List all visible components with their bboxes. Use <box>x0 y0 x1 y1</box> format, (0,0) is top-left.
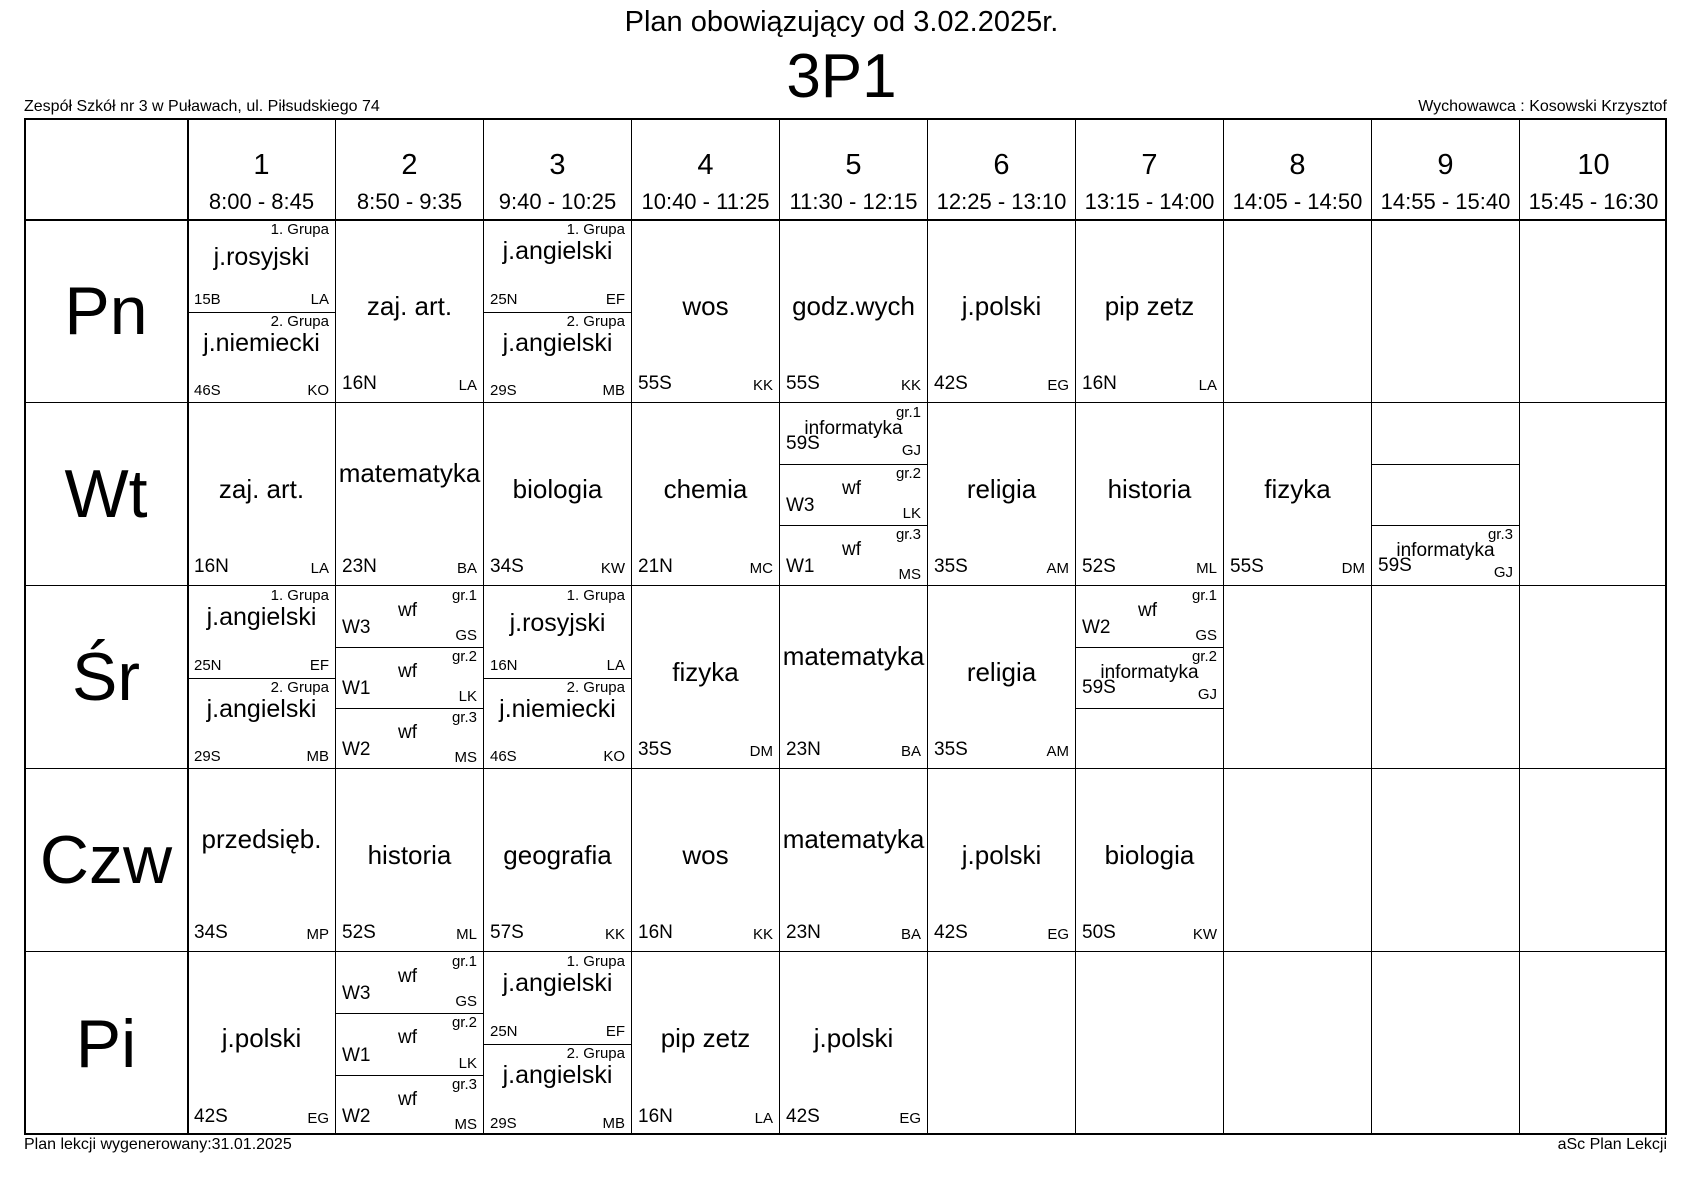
group-room: 29S <box>490 1115 517 1132</box>
lesson-cell <box>1371 585 1519 768</box>
day-column-divider <box>187 118 189 1135</box>
lesson-subject: pip zetz <box>660 1023 751 1053</box>
group-label: gr.2 <box>451 1014 477 1032</box>
lesson-cell <box>1371 402 1519 585</box>
group-subject: wf <box>398 661 417 682</box>
lesson-subject: matematyka <box>782 823 925 854</box>
period-number: 1 <box>253 149 270 181</box>
period-number: 9 <box>1437 149 1454 181</box>
group-subject: wf <box>398 1088 417 1110</box>
period-number: 6 <box>993 149 1010 181</box>
group-subject: informatyka <box>1100 662 1199 683</box>
group-teacher: GJ <box>1493 564 1513 581</box>
day-label-sr: Śr <box>24 585 187 768</box>
lesson-room: 23N <box>786 922 821 943</box>
period-header-5 <box>779 118 927 219</box>
period-time: 14:05 - 14:50 <box>1232 189 1363 214</box>
group-room: 59S <box>1082 677 1116 698</box>
lesson-cell <box>927 951 1075 1135</box>
lesson-room: 35S <box>934 739 968 760</box>
group-room: W3 <box>342 983 371 1005</box>
lesson-subject: historia <box>1107 473 1192 504</box>
lesson-cell <box>1075 402 1223 585</box>
period-number: 7 <box>1141 149 1158 181</box>
lesson-cell <box>1519 219 1667 402</box>
group-teacher: LK <box>458 688 477 705</box>
lesson-cell <box>631 219 779 402</box>
lesson-room: 55S <box>638 373 672 394</box>
group-room: 46S <box>490 748 517 765</box>
period-number: 3 <box>549 149 566 181</box>
lesson-teacher: BA <box>900 926 921 943</box>
lesson-cell <box>1075 768 1223 951</box>
lesson-teacher: KW <box>600 560 625 577</box>
period-number: 10 <box>1577 149 1610 181</box>
lesson-subject: geografia <box>503 839 612 870</box>
lesson-cell <box>1223 219 1371 402</box>
lesson-teacher: LA <box>310 560 329 577</box>
group-room: 15B <box>194 290 221 308</box>
lesson-room: 55S <box>1230 556 1264 577</box>
group-room: W3 <box>342 617 371 638</box>
lesson-subject: zaj. art. <box>366 290 453 321</box>
lesson-teacher: BA <box>456 560 477 577</box>
period-header-8 <box>1223 118 1371 219</box>
lesson-subject: biologia <box>512 473 603 504</box>
lesson-teacher: EG <box>1047 377 1069 394</box>
lesson-cell <box>631 402 779 585</box>
period-number: 2 <box>401 149 418 181</box>
lesson-cell <box>631 951 779 1135</box>
group-teacher: MB <box>602 382 625 399</box>
period-time: 8:50 - 9:35 <box>356 189 463 214</box>
group-teacher: MB <box>602 1115 625 1132</box>
lesson-cell <box>187 402 335 585</box>
lesson-cell <box>1223 402 1371 585</box>
period-time: 12:25 - 13:10 <box>936 189 1067 214</box>
lesson-room: 52S <box>1082 556 1116 577</box>
group-label: 1. Grupa <box>566 587 625 604</box>
lesson-subject: godz.wych <box>792 290 915 321</box>
header-corner <box>24 118 187 219</box>
lesson-teacher: ML <box>456 926 477 943</box>
lesson-subject: przedsięb. <box>201 823 322 854</box>
lesson-room: 16N <box>638 1106 673 1127</box>
group-teacher: GJ <box>901 442 921 459</box>
group-subject: informatyka <box>1396 540 1495 561</box>
lesson-cell <box>1371 951 1519 1135</box>
lesson-subject: religia <box>966 656 1037 687</box>
lesson-cell <box>779 402 927 585</box>
lesson-teacher: LA <box>754 1110 773 1127</box>
lesson-teacher: BA <box>900 743 921 760</box>
group-room: 29S <box>194 748 221 765</box>
lesson-subject: zaj. art. <box>218 473 305 504</box>
group-label: 1. Grupa <box>566 953 625 970</box>
period-time: 8:00 - 8:45 <box>208 189 315 214</box>
lesson-cell <box>1075 585 1223 768</box>
group-subject: informatyka <box>804 418 903 439</box>
lesson-subject: j.polski <box>221 1023 302 1053</box>
lesson-cell <box>483 219 631 402</box>
group-subject: j.angielski <box>502 237 613 265</box>
lesson-subject: pip zetz <box>1104 290 1195 321</box>
group-subject: j.angielski <box>206 603 317 631</box>
lesson-subject: historia <box>367 839 452 870</box>
class-name-title: 3P1 <box>786 42 897 111</box>
group-teacher: MB <box>306 748 329 765</box>
group-divider <box>1372 464 1519 465</box>
lesson-room: 34S <box>490 556 524 577</box>
group-teacher: EF <box>605 290 625 308</box>
group-label: 1. Grupa <box>270 221 329 238</box>
lesson-teacher: LA <box>458 377 477 394</box>
lesson-teacher: LA <box>1198 377 1217 394</box>
group-label: gr.3 <box>451 1075 477 1093</box>
lesson-cell <box>187 768 335 951</box>
group-label: gr.2 <box>895 465 921 482</box>
lesson-cell <box>1519 768 1667 951</box>
period-time: 14:55 - 15:40 <box>1380 189 1511 214</box>
group-label: 2. Grupa <box>566 1045 625 1062</box>
group-subject: wf <box>398 722 417 743</box>
lesson-subject: biologia <box>1104 839 1195 870</box>
group-room: 16N <box>490 656 518 674</box>
day-label-czw: Czw <box>24 768 187 951</box>
lesson-teacher: KK <box>604 926 625 943</box>
group-teacher: KO <box>603 748 625 765</box>
group-room: W2 <box>1082 617 1111 638</box>
lesson-room: 23N <box>786 739 821 760</box>
group-room: W3 <box>786 495 815 516</box>
group-room: 59S <box>786 433 820 454</box>
group-subject: j.rosyjski <box>213 243 310 271</box>
lesson-teacher: KK <box>752 926 773 943</box>
lesson-room: 16N <box>638 922 673 943</box>
group-label: 1. Grupa <box>270 587 329 604</box>
group-teacher: LA <box>310 290 329 308</box>
group-room: 25N <box>194 656 222 674</box>
period-time: 11:30 - 12:15 <box>789 189 918 214</box>
group-label: gr.3 <box>895 526 921 543</box>
lesson-cell <box>187 951 335 1135</box>
period-header-7 <box>1075 118 1223 219</box>
lesson-subject: chemia <box>663 473 748 504</box>
lesson-cell <box>1371 219 1519 402</box>
lesson-cell <box>335 585 483 768</box>
group-subject: j.niemiecki <box>203 328 320 357</box>
lesson-teacher: AM <box>1046 560 1069 577</box>
period-header-10 <box>1519 118 1667 219</box>
lesson-cell <box>335 951 483 1135</box>
lesson-cell <box>1223 951 1371 1135</box>
lesson-teacher: KK <box>752 377 773 394</box>
lesson-room: 34S <box>194 922 228 943</box>
group-room: 25N <box>490 290 518 308</box>
group-teacher: GS <box>455 993 477 1011</box>
group-room: W2 <box>342 1106 371 1127</box>
group-room: 29S <box>490 382 517 399</box>
lesson-cell <box>335 402 483 585</box>
lesson-cell <box>927 768 1075 951</box>
lesson-teacher: AM <box>1046 743 1069 760</box>
lesson-cell <box>927 585 1075 768</box>
lesson-teacher: DM <box>749 743 773 760</box>
lesson-subject: wos <box>682 290 729 321</box>
group-divider <box>1076 708 1223 709</box>
lesson-room: 35S <box>638 739 672 760</box>
lesson-subject: matematyka <box>338 457 481 488</box>
period-number: 8 <box>1289 149 1306 181</box>
lesson-cell <box>927 402 1075 585</box>
group-label: gr.1 <box>451 953 477 970</box>
lesson-cell <box>335 768 483 951</box>
lesson-subject: fizyka <box>672 656 739 687</box>
group-subject: j.rosyjski <box>509 609 606 637</box>
group-teacher: GJ <box>1197 686 1217 703</box>
lesson-room: 52S <box>342 922 376 943</box>
group-teacher: LA <box>606 656 625 674</box>
period-header-3 <box>483 118 631 219</box>
group-teacher: MS <box>454 1116 477 1133</box>
lesson-subject: j.polski <box>813 1023 894 1053</box>
lesson-cell <box>1075 951 1223 1135</box>
lesson-teacher: MC <box>749 560 773 577</box>
lesson-cell <box>483 951 631 1135</box>
lesson-teacher: KK <box>900 377 921 394</box>
lesson-teacher: EG <box>1047 926 1069 943</box>
lesson-cell <box>483 402 631 585</box>
period-header-2 <box>335 118 483 219</box>
group-subject: wf <box>398 1027 417 1049</box>
lesson-cell <box>779 768 927 951</box>
period-time: 9:40 - 10:25 <box>498 189 617 214</box>
group-label: 2. Grupa <box>270 312 329 330</box>
lesson-subject: j.polski <box>961 839 1042 870</box>
lesson-teacher: EG <box>307 1110 329 1127</box>
group-subject: wf <box>398 600 417 621</box>
period-time: 10:40 - 11:25 <box>641 189 770 214</box>
lesson-cell <box>187 219 335 402</box>
group-room: W1 <box>342 1044 371 1066</box>
group-subject: j.angielski <box>502 328 613 357</box>
plan-validity-title: Plan obowiązujący od 3.02.2025r. <box>624 6 1059 38</box>
group-room: 25N <box>490 1023 518 1040</box>
group-subject: j.angielski <box>206 694 317 723</box>
group-subject: j.angielski <box>502 1061 613 1089</box>
lesson-room: 42S <box>934 922 968 943</box>
lesson-subject: religia <box>966 473 1037 504</box>
group-room: W1 <box>342 678 371 699</box>
group-label: gr.1 <box>1191 587 1217 604</box>
lesson-cell <box>927 219 1075 402</box>
group-teacher: MS <box>454 749 477 766</box>
generated-date: Plan lekcji wygenerowany:31.01.2025 <box>24 1136 292 1153</box>
lesson-room: 16N <box>1082 373 1117 394</box>
group-teacher: LK <box>902 505 921 522</box>
lesson-cell <box>335 219 483 402</box>
lesson-cell <box>483 768 631 951</box>
group-teacher: GS <box>1195 627 1217 644</box>
day-label-pn: Pn <box>24 219 187 402</box>
lesson-room: 23N <box>342 556 377 577</box>
group-label: gr.2 <box>451 648 477 665</box>
lesson-cell <box>1223 768 1371 951</box>
lesson-room: 42S <box>194 1106 228 1127</box>
lesson-room: 55S <box>786 373 820 394</box>
lesson-subject: fizyka <box>1264 473 1331 504</box>
period-number: 5 <box>845 149 862 181</box>
period-header-9 <box>1371 118 1519 219</box>
period-time: 13:15 - 14:00 <box>1084 189 1215 214</box>
period-number: 4 <box>697 149 714 181</box>
group-teacher: EF <box>309 656 329 674</box>
period-header-6 <box>927 118 1075 219</box>
group-subject: wf <box>842 539 861 560</box>
lesson-room: 50S <box>1082 922 1116 943</box>
lesson-cell <box>1223 585 1371 768</box>
lesson-cell <box>779 219 927 402</box>
lesson-room: 16N <box>194 556 229 577</box>
lesson-room: 35S <box>934 556 968 577</box>
group-room: W2 <box>342 739 371 760</box>
group-label: 2. Grupa <box>566 312 625 330</box>
lesson-cell <box>631 585 779 768</box>
lesson-cell <box>779 951 927 1135</box>
day-label-wt: Wt <box>24 402 187 585</box>
school-name: Zespół Szkół nr 3 w Puławach, ul. Piłsudskiego 74 <box>24 98 380 115</box>
lesson-teacher: ML <box>1196 560 1217 577</box>
group-label: gr.3 <box>1487 526 1513 543</box>
group-teacher: LK <box>458 1054 477 1072</box>
lesson-cell <box>1519 402 1667 585</box>
lesson-cell <box>1519 951 1667 1135</box>
lesson-teacher: MP <box>306 926 329 943</box>
group-subject: wf <box>1138 600 1157 621</box>
group-label: gr.1 <box>451 587 477 604</box>
group-label: gr.1 <box>895 404 921 421</box>
group-label: 2. Grupa <box>566 678 625 696</box>
day-label-pi: Pi <box>24 951 187 1135</box>
group-subject: wf <box>842 478 861 499</box>
group-subject: j.niemiecki <box>499 694 616 723</box>
group-subject: j.angielski <box>502 969 613 997</box>
lesson-room: 42S <box>786 1106 820 1127</box>
group-label: 2. Grupa <box>270 678 329 696</box>
lesson-room: 57S <box>490 922 524 943</box>
group-subject: wf <box>398 966 417 987</box>
period-header-1 <box>187 118 335 219</box>
lesson-cell <box>483 585 631 768</box>
group-room: W1 <box>786 556 815 577</box>
lesson-cell <box>779 585 927 768</box>
form-teacher: Wychowawca : Kosowski Krzysztof <box>1418 98 1667 115</box>
group-label: gr.3 <box>451 709 477 726</box>
lesson-cell <box>1519 585 1667 768</box>
header-divider <box>24 219 1667 221</box>
lesson-cell <box>1075 219 1223 402</box>
group-teacher: GS <box>455 627 477 644</box>
lesson-subject: matematyka <box>782 640 925 671</box>
period-header-4 <box>631 118 779 219</box>
lesson-teacher: KW <box>1192 926 1217 943</box>
timetable-grid <box>24 118 1667 1135</box>
lesson-room: 42S <box>934 373 968 394</box>
lesson-cell <box>187 585 335 768</box>
lesson-subject: j.polski <box>961 290 1042 321</box>
lesson-room: 16N <box>342 373 377 394</box>
group-room: 59S <box>1378 555 1412 576</box>
lesson-cell <box>1371 768 1519 951</box>
lesson-teacher: DM <box>1341 560 1365 577</box>
group-teacher: KO <box>307 382 329 399</box>
period-time: 15:45 - 16:30 <box>1528 189 1659 214</box>
group-label: gr.2 <box>1191 648 1217 665</box>
lesson-subject: wos <box>682 839 729 870</box>
group-teacher: EF <box>605 1023 625 1040</box>
group-room: 46S <box>194 382 221 399</box>
app-credit: aSc Plan Lekcji <box>1557 1136 1667 1153</box>
lesson-cell <box>631 768 779 951</box>
group-label: 1. Grupa <box>566 221 625 238</box>
group-teacher: MS <box>898 566 921 583</box>
lesson-teacher: EG <box>899 1110 921 1127</box>
lesson-room: 21N <box>638 556 673 577</box>
